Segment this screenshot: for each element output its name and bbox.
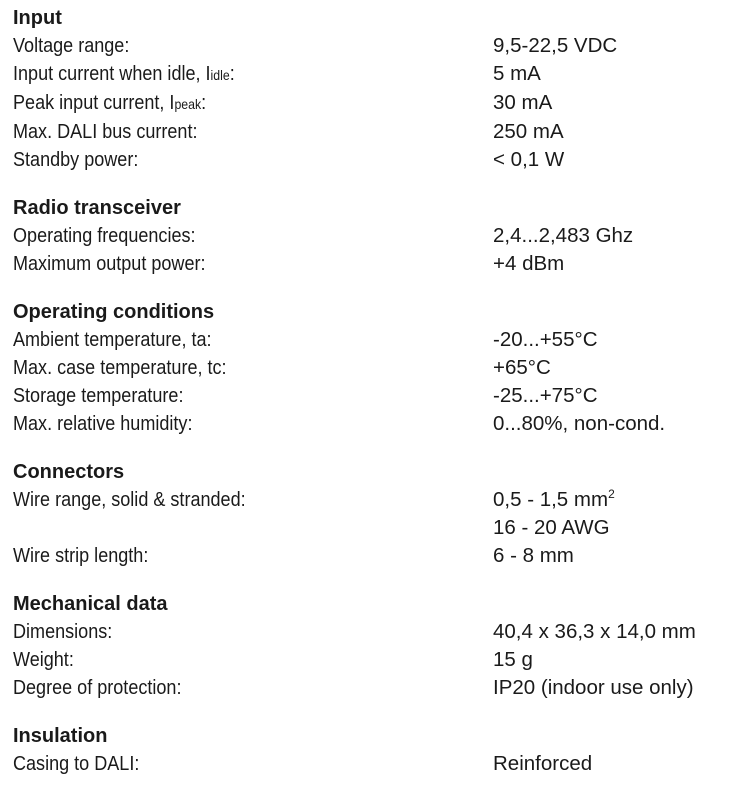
spec-label-subscript: idle: [210, 67, 230, 83]
spec-row: [13, 118, 733, 146]
spec-row: [13, 750, 733, 778]
spec-label-text: Weight:: [13, 648, 74, 671]
spec-value: [493, 250, 564, 278]
spec-value-text: Reinforced: [493, 752, 593, 775]
spec-value-text: 0...80%, non-cond.: [493, 412, 666, 435]
spec-value-text: IP20 (indoor use only): [493, 676, 694, 699]
spec-value: [493, 674, 694, 702]
spec-value: [493, 486, 615, 514]
spec-label-subscript: peak: [174, 96, 202, 112]
section-heading: Radio transceiver: [13, 197, 181, 219]
spec-value: [493, 514, 610, 542]
spec-label: [13, 250, 435, 278]
spec-label-text: Operating frequencies:: [13, 224, 196, 247]
spec-value-text: 9,5-22,5 VDC: [493, 34, 618, 57]
spec-value: [493, 222, 633, 250]
spec-label-suffix: :: [229, 62, 235, 85]
spec-value: [493, 89, 552, 118]
spec-row: [13, 486, 733, 514]
spec-label-text: Max. DALI bus current:: [13, 120, 198, 143]
spec-label-text: Storage temperature:: [13, 384, 184, 407]
spec-value: [493, 410, 665, 438]
spec-label: [13, 750, 435, 778]
spec-value: [493, 618, 696, 646]
spec-row: [13, 32, 733, 60]
spec-value: [493, 118, 564, 146]
spec-value: [493, 146, 564, 174]
spec-label: [13, 89, 435, 118]
spec-label-text: Degree of protection:: [13, 676, 182, 699]
spec-label: [13, 542, 435, 570]
spec-row: [13, 382, 733, 410]
spec-value-text: 6 - 8 mm: [493, 544, 574, 567]
spec-label-text: Wire range, solid & stranded:: [13, 488, 246, 511]
spec-row: [13, 146, 733, 174]
spec-value: [493, 542, 574, 570]
spec-value-text: 5 mA: [493, 62, 541, 85]
spec-value: [493, 326, 598, 354]
spec-label-text: Peak input current, I: [13, 91, 175, 114]
spec-value-text: 2,4...2,483 Ghz: [493, 224, 634, 247]
spec-label: [13, 646, 435, 674]
spec-section: [13, 298, 733, 438]
spec-value-superscript: 2: [608, 487, 615, 502]
spec-row: [13, 514, 733, 542]
spec-value-text: 0,5 - 1,5 mm: [493, 488, 609, 511]
spec-label-suffix: :: [201, 91, 207, 114]
spec-label: [13, 326, 435, 354]
spec-value: [493, 32, 617, 60]
spec-row: [13, 354, 733, 382]
section-heading: Mechanical data: [13, 593, 168, 615]
spec-section: [13, 4, 733, 174]
spec-section: [13, 458, 733, 570]
spec-value: [493, 354, 551, 382]
spec-label: [13, 486, 435, 514]
spec-value: [493, 382, 598, 410]
spec-value-text: 16 - 20 AWG: [493, 516, 610, 539]
spec-label-text: Max. relative humidity:: [13, 412, 193, 435]
spec-label-text: Voltage range:: [13, 34, 130, 57]
spec-label-text: Casing to DALI:: [13, 752, 140, 775]
spec-label: [13, 60, 435, 89]
section-heading: Connectors: [13, 461, 125, 483]
spec-label: [13, 222, 435, 250]
spec-label-text: Standby power:: [13, 148, 139, 171]
spec-label: [13, 514, 435, 542]
spec-label-text: Input current when idle, I: [13, 62, 211, 85]
spec-label-text: Dimensions:: [13, 620, 113, 643]
spec-value-text: -25...+75°C: [493, 384, 598, 407]
spec-label: [13, 382, 435, 410]
spec-label-text: Maximum output power:: [13, 252, 206, 275]
spec-sheet: [13, 4, 733, 798]
spec-row: [13, 60, 733, 89]
spec-value-text: +65°C: [493, 356, 551, 379]
spec-label: [13, 354, 435, 382]
spec-value: [493, 750, 592, 778]
spec-row: [13, 674, 733, 702]
spec-section: [13, 194, 733, 278]
spec-label: [13, 674, 435, 702]
spec-label: [13, 146, 435, 174]
spec-value-text: -20...+55°C: [493, 328, 598, 351]
spec-row: [13, 222, 733, 250]
spec-section: [13, 590, 733, 702]
spec-section: [13, 722, 733, 778]
spec-row: [13, 326, 733, 354]
spec-row: [13, 542, 733, 570]
spec-value-text: 15 g: [493, 648, 533, 671]
spec-row: [13, 250, 733, 278]
spec-label-text: Ambient temperature, ta:: [13, 328, 212, 351]
spec-label: [13, 410, 435, 438]
spec-label-text: Wire strip length:: [13, 544, 149, 567]
spec-value-text: 40,4 x 36,3 x 14,0 mm: [493, 620, 696, 643]
spec-row: [13, 410, 733, 438]
spec-row: [13, 618, 733, 646]
spec-value-text: +4 dBm: [493, 252, 565, 275]
spec-value-text: < 0,1 W: [493, 148, 565, 171]
spec-label: [13, 118, 435, 146]
section-heading: Insulation: [13, 725, 108, 747]
spec-value: [493, 60, 541, 89]
spec-row: [13, 89, 733, 118]
section-heading: Input: [13, 7, 62, 29]
section-heading: Operating conditions: [13, 301, 215, 323]
spec-label-text: Max. case temperature, tc:: [13, 356, 227, 379]
spec-label: [13, 618, 435, 646]
spec-value-text: 30 mA: [493, 91, 553, 114]
spec-value-text: 250 mA: [493, 120, 564, 143]
spec-label: [13, 32, 435, 60]
spec-value: [493, 646, 533, 674]
spec-row: [13, 646, 733, 674]
